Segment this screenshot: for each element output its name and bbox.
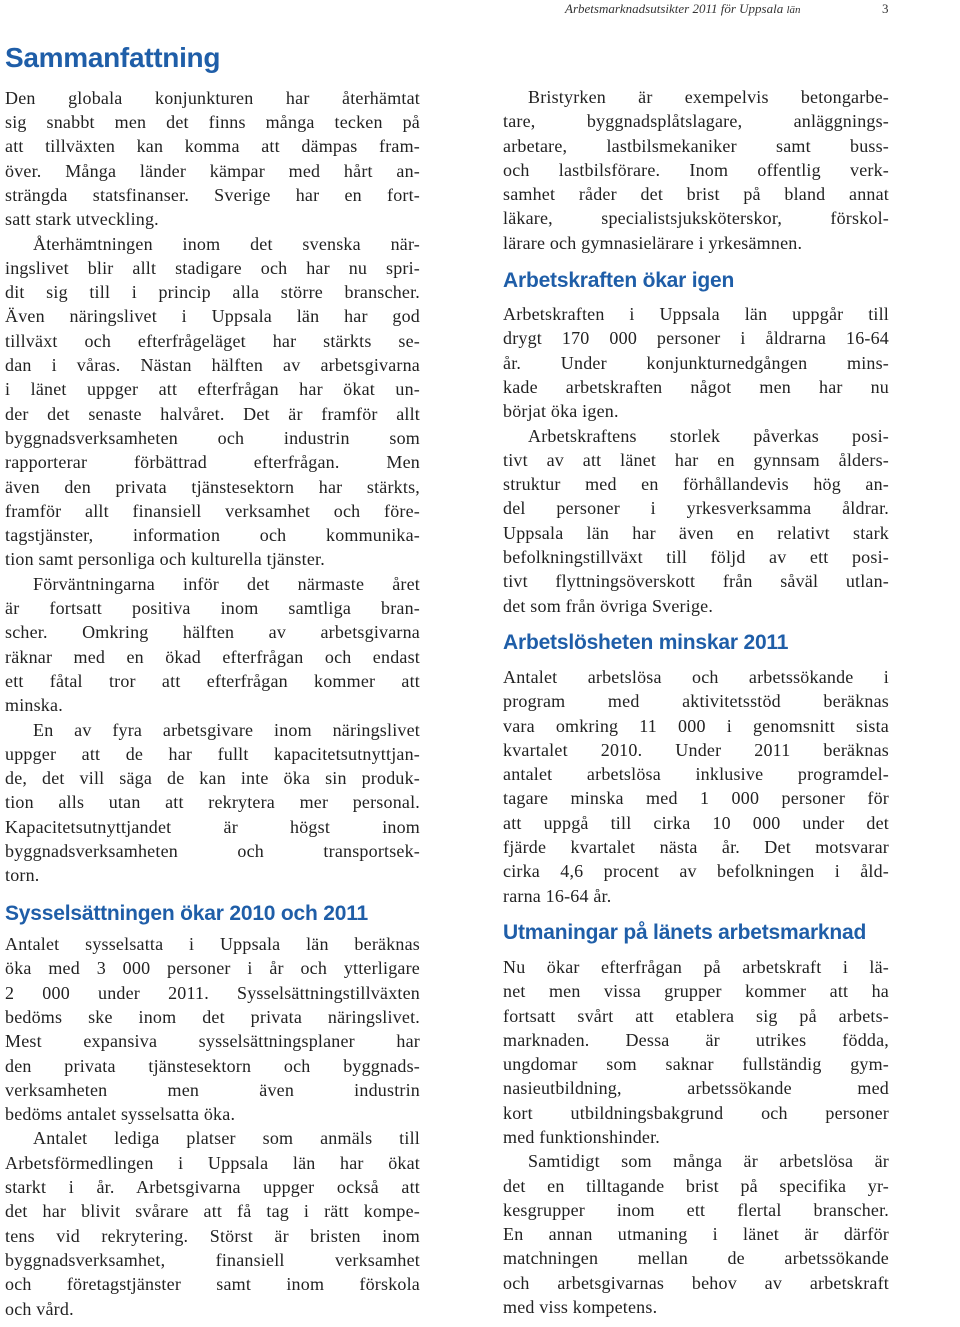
text-line: struktur med en förhållandevis hög an- bbox=[503, 474, 889, 495]
text-line: program med aktivitetsstöd beräknas bbox=[503, 691, 889, 712]
text-line: framför allt finansiell verksamhet och före- bbox=[5, 500, 420, 521]
text-line: tens vid rekrytering. Störst är bristen inom bbox=[5, 1225, 420, 1246]
text-line: Uppsala län har även en relativt stark bbox=[503, 522, 889, 543]
text-line: starkt i år. Arbetsgivarna uppger också att bbox=[5, 1177, 420, 1198]
text-line: Samtidigt som många är arbetslösa är bbox=[528, 1151, 889, 1172]
text-line: Mest expansiva sysselsättningsplaner har bbox=[5, 1031, 420, 1052]
text-line: börjat öka igen. bbox=[503, 401, 619, 422]
paragraph bbox=[503, 302, 889, 423]
text-line: Den globala konjunkturen har återhämtat bbox=[5, 87, 420, 108]
running-header-title: Arbetsmarknadsutsikter 2011 för Uppsala bbox=[565, 1, 784, 16]
text-line: är fortsatt positiva inom samtliga bran- bbox=[5, 598, 420, 619]
text-line: Nu ökar efterfrågan på arbetskraft i lä- bbox=[503, 956, 889, 977]
section bbox=[5, 901, 420, 1321]
text-line: sig snabbt men det finns många tecken på bbox=[5, 112, 420, 133]
text-line: och vård. bbox=[5, 1298, 74, 1319]
section bbox=[5, 42, 420, 888]
text-line: tillväxt och efterfrågeläget har stärkts se- bbox=[5, 330, 420, 351]
section bbox=[503, 268, 889, 618]
text-line: antalet arbetslösa inklusive programdel- bbox=[503, 764, 889, 785]
text-line: att uppgå till cirka 10 000 under det bbox=[503, 812, 889, 833]
text-line: ett fåtal tror att efterfrågan kommer att bbox=[5, 670, 420, 691]
text-line: ingslivet blir allt stadigare och har nu spri- bbox=[5, 257, 420, 278]
text-line: samhet råder det brist på bland annat bbox=[503, 184, 889, 205]
section bbox=[503, 85, 889, 255]
paragraph bbox=[5, 232, 420, 572]
text-line: verksamheten men även industrin bbox=[5, 1079, 420, 1100]
text-line: år. Under konjunkturnedgången mins- bbox=[503, 352, 889, 373]
text-line: uppger att de har fullt kapacitetsutnyttjan- bbox=[5, 743, 420, 764]
text-line: Kapacitetsutnyttjandet är högst inom bbox=[5, 816, 420, 837]
text-line: och företagstjänster samt inom förskola bbox=[5, 1274, 420, 1295]
text-line: drygt 170 000 personer i åldrarna 16-64 bbox=[503, 328, 889, 349]
paragraph bbox=[5, 1126, 420, 1320]
text-line: räknar med en ökad efterfrågan och endast bbox=[5, 646, 420, 667]
text-line: även den privata tjänstesektorn har stärkts, bbox=[5, 476, 420, 497]
text-line: del personer i yrkesverksamma åldrar. bbox=[503, 498, 889, 519]
text-line: En annan utmaning i länet är därför bbox=[503, 1224, 889, 1245]
paragraph bbox=[5, 86, 420, 232]
text-line: 2 000 under 2011. Sysselsättningstillväxten bbox=[5, 982, 420, 1003]
section-heading: Sysselsättningen ökar 2010 och 2011 bbox=[5, 902, 369, 926]
text-line: rapporterar förbättrad efterfrågan. Men bbox=[5, 452, 420, 473]
text-line: net men vissa grupper kommer att ha bbox=[503, 981, 889, 1002]
text-line: öka med 3 000 personer i år och ytterligare bbox=[5, 958, 420, 979]
text-line: matchningen mellan de arbetssökande bbox=[503, 1248, 889, 1269]
running-header bbox=[565, 0, 801, 19]
section bbox=[503, 630, 889, 907]
text-line: nasieutbildning, arbetssökande med bbox=[503, 1078, 889, 1099]
paragraph bbox=[503, 424, 889, 618]
text-line: tare, byggnadsplåtslagare, anläggnings- bbox=[503, 111, 889, 132]
text-line: arbetare, lastbilsmekaniker samt buss- bbox=[503, 135, 889, 156]
right-column bbox=[503, 85, 889, 1319]
text-line: tagstjänster, information och kommunika- bbox=[5, 525, 420, 546]
text-line: tion alls utan att rekrytera mer personal. bbox=[5, 792, 420, 813]
paragraph bbox=[503, 665, 889, 908]
text-line: vara omkring 11 000 i genomsnitt sista bbox=[503, 715, 889, 736]
text-line: och lastbilsförare. Inom offentlig verk- bbox=[503, 159, 889, 180]
section bbox=[503, 920, 889, 1319]
text-line: torn. bbox=[5, 865, 40, 886]
page-title: Sammanfattning bbox=[5, 42, 221, 73]
section-heading: Arbetskraften ökar igen bbox=[503, 268, 735, 292]
page-header bbox=[0, 0, 960, 18]
text-line: med funktionshinder. bbox=[503, 1126, 660, 1147]
text-line: kort utbildningsbakgrund och personer bbox=[503, 1102, 889, 1123]
paragraph bbox=[503, 1149, 889, 1319]
text-line: läkare, specialistsjuksköterskor, förskol- bbox=[503, 208, 889, 229]
paragraph bbox=[503, 85, 889, 255]
text-line: fortsatt svårt att etablera sig på arbets- bbox=[503, 1005, 889, 1026]
text-line: med viss kompetens. bbox=[503, 1297, 658, 1318]
text-line: rarna 16-64 år. bbox=[503, 885, 612, 906]
text-line: kesgrupper inom ett flertal branscher. bbox=[503, 1199, 889, 1220]
text-line: kvartalet 2010. Under 2011 beräknas bbox=[503, 739, 889, 760]
text-line: befolkningstillväxt till följd av ett posi- bbox=[503, 547, 889, 568]
running-header-suffix: län bbox=[786, 4, 801, 16]
text-line: En av fyra arbetsgivare inom näringslivet bbox=[33, 719, 420, 740]
text-line: Antalet sysselsatta i Uppsala län beräknas bbox=[5, 934, 420, 955]
text-line: det har blivit svårare att få tag i rätt kompe- bbox=[5, 1201, 420, 1222]
text-line: Antalet lediga platser som anmäls till bbox=[33, 1128, 420, 1149]
text-line: byggnadsverksamheten och industrin som bbox=[5, 427, 420, 448]
left-column bbox=[5, 42, 420, 1321]
paragraph bbox=[5, 572, 420, 718]
text-line: bedöms ske inom det privata näringslivet. bbox=[5, 1006, 420, 1027]
text-line: lärare och gymnasielärare i yrkesämnen. bbox=[503, 232, 803, 253]
text-line: den privata tjänstesektorn och byggnads- bbox=[5, 1055, 420, 1076]
text-line: der det senaste halvåret. Det är framför allt bbox=[5, 403, 420, 424]
text-line: dit sig till i princip alla större branscher. bbox=[5, 282, 420, 303]
text-line: tagare minska med 1 000 personer för bbox=[503, 788, 889, 809]
section-heading: Arbetslösheten minskar 2011 bbox=[503, 631, 789, 655]
text-line: byggnadsverksamheten och transportsek- bbox=[5, 841, 420, 861]
text-line: fjärde kvartalet nästa år. Det motsvarar bbox=[503, 837, 889, 858]
text-line: ungdomar som saknar fullständig gym- bbox=[503, 1054, 889, 1075]
text-line: cirka 4,6 procent av befolkningen i åld- bbox=[503, 861, 889, 882]
text-line: Arbetskraften i Uppsala län uppgår till bbox=[503, 304, 889, 325]
page-number: 3 bbox=[882, 1, 889, 16]
text-line: i länet uppger att efterfrågan har ökat un- bbox=[5, 379, 420, 400]
text-line: tivt flyttningsöverskott från såväl utlan- bbox=[503, 571, 889, 592]
text-line: det en tilltagande brist på specifika yr- bbox=[503, 1175, 889, 1196]
text-line: Återhämtningen inom det svenska när- bbox=[33, 233, 420, 254]
text-line: Förväntningarna inför det närmaste året bbox=[33, 573, 420, 594]
paragraph bbox=[5, 718, 420, 888]
text-line: Bristyrken är exempelvis betongarbe- bbox=[528, 87, 889, 107]
text-line: de, det vill säga de kan inte öka sin produk- bbox=[5, 768, 420, 789]
text-line: strängda statsfinanser. Sverige har en fort- bbox=[5, 184, 420, 205]
text-line: Arbetskraftens storlek påverkas posi- bbox=[528, 425, 889, 446]
text-line: att tillväxten kan komma att dämpas fram- bbox=[5, 136, 420, 157]
text-line: scher. Omkring hälften av arbetsgivarna bbox=[5, 622, 420, 643]
text-line: kade arbetskraften något men har nu bbox=[503, 376, 889, 397]
text-line: över. Många länder kämpar med hårt an- bbox=[5, 160, 420, 181]
text-line: Även näringslivet i Uppsala län har god bbox=[5, 306, 420, 327]
text-line: Arbetsförmedlingen i Uppsala län har ökat bbox=[5, 1152, 420, 1173]
text-line: tivt av att länet har en gynnsam ålders- bbox=[503, 449, 889, 470]
text-line: marknaden. Dessa är utrikes födda, bbox=[503, 1029, 889, 1050]
text-line: och arbetsgivarnas behov av arbetskraft bbox=[503, 1272, 889, 1293]
text-line: dan i våras. Nästan hälften av arbetsgivarna bbox=[5, 355, 420, 376]
text-line: Antalet arbetslösa och arbetssökande i bbox=[503, 666, 889, 687]
paragraph bbox=[503, 955, 889, 1149]
section-heading: Utmaningar på länets arbetsmarknad bbox=[503, 921, 867, 945]
paragraph bbox=[5, 932, 420, 1126]
text-line: byggnadsverksamhet, finansiell verksamhet bbox=[5, 1249, 420, 1270]
text-line: minska. bbox=[5, 695, 63, 716]
text-line: det som från övriga Sverige. bbox=[503, 595, 714, 616]
text-line: tion samt personliga och kulturella tjänster. bbox=[5, 549, 325, 570]
text-line: satt stark utveckling. bbox=[5, 209, 159, 230]
text-line: bedöms antalet sysselsatta öka. bbox=[5, 1104, 236, 1125]
